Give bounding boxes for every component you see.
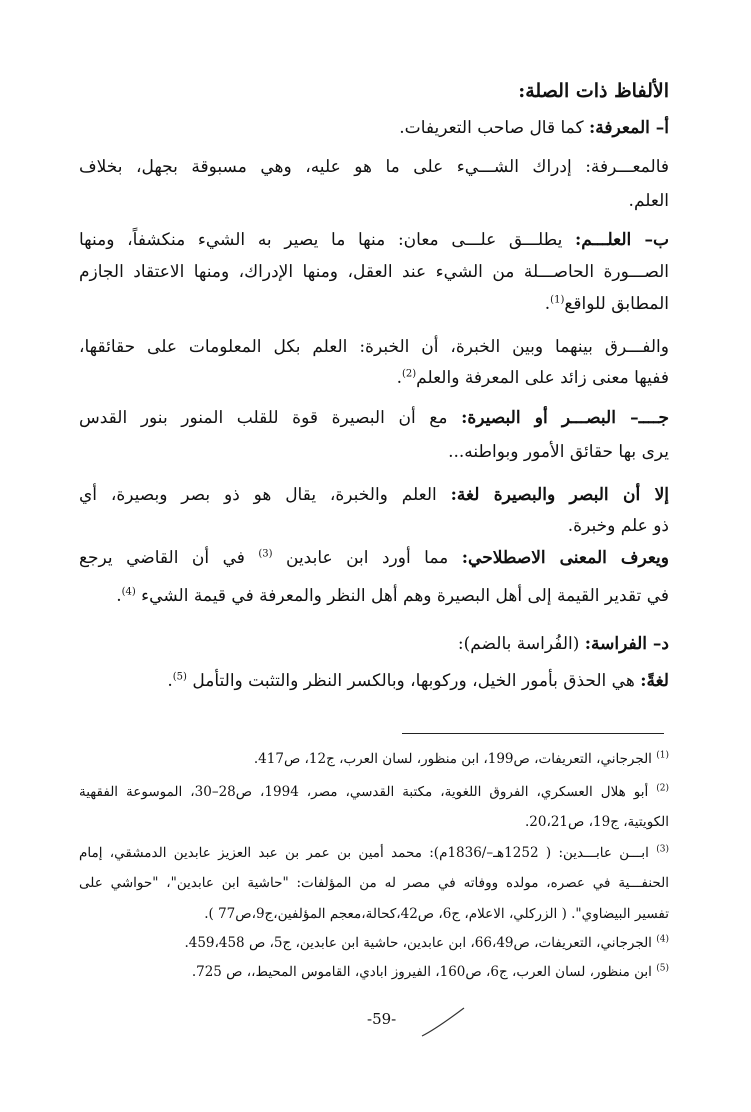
footnote-ref-3: (3) [258,548,273,560]
footnote-separator [402,733,664,734]
footnote-1: $^{(1)}$ الجرجاني، التعريفات، ص199، ابن منظور، لسان العرب، ج12، ص417. [253,750,669,767]
lugha-line-2: ذو علم وخبرة. [567,516,669,536]
item-c-basar-line-1: جــــ– البصـــر أو البصيرة: مع أن البصيرة قوة للقلب المنور بنور القدس [79,408,669,428]
item-a-marifa: أ– المعرفة: كما قال صاحب التعريفات. [399,118,669,138]
farq-line-1: والفـــرق بينهما وبين الخبرة، أن الخبرة: العلم بكل المعلومات على حقائقها، [79,337,669,357]
footnote-3-line-1: $^{(3)}$ ابـــن عابـــدين: ( 1252هـ–/1836م): محمد أمين بن عمر بن عبد العزيز عابدين الدمشقي، إمام [79,844,669,861]
item-b-ilm-line-1: ب– العلـــم: يطلـــق علـــى معان: منها ما يصير به الشيء منكشفاً، ومنها [79,230,669,250]
page-number: -59- [367,1010,397,1028]
footnote-2-line-1: $^{(2)}$ أبو هلال العسكري، الفروق اللغوية، مكتبة القدسي، مصر، 1994، ص28–30، الموسوعة الفقهية [79,783,669,800]
footnote-5: $^{(5)}$ ابن منظور، لسان العرب، ج6، ص160، الفيروز ابادي، القاموس المحيط،، ص 725. [191,963,669,980]
marifa-definition-line-1: فالمعـــرفة: إدراك الشـــيء على ما هو عليه، وهي مسبوقة بجهل، بخلاف [79,157,669,177]
item-c-basar-line-2: يرى بها حقائق الأمور وبواطنه... [448,442,669,462]
footnote-ref-5: (5) [172,671,187,683]
footnote-2-line-2: الكويتية، ج19، ص20،21. [525,814,669,830]
farq-line-2: ففيها معنى زائد على المعرفة والعلم$^{(2)}$. [396,368,669,388]
section-heading: الألفاظ ذات الصلة: [518,80,669,102]
footnote-ref-4: (4) [121,586,136,598]
footnote-3-line-3: تفسير البيضاوي". ( الزركلي، الاعلام، ج6، ص42،كحالة،معجم المؤلفين،ج9،ص77 ). [204,906,669,922]
item-d-firasa: د– الفراسة: (الفُراسة بالضم): [457,634,669,654]
footnote-ref-2: (2) [401,368,417,380]
marifa-definition-line-2: العلم. [628,191,669,211]
footnote-ref-1: (1) [550,294,565,306]
footnote-3-line-2: الحنفـــية في عصره، مولده ووفاته في مصر له من المؤلفات: "حاشية ابن عابدين"، "حواشي على [79,875,669,891]
firasa-lugha-line: لغةً: هي الحذق بأمور الخيل، وركوبها، وبالكسر النظر والتثبت والتأمل $^{(5)}$. [167,671,669,691]
item-b-ilm-line-2: الصـــورة الحاصـــلة من الشيء عند العقل، ومنها الإدراك، ومنها الاعتقاد الجازم [79,262,669,282]
pen-stroke-mark [418,1002,468,1042]
istilah-line-1: ويعرف المعنى الاصطلاحي: مما أورد ابن عابدين $^{(3)}$ في أن القاضي يرجع [79,548,669,568]
footnote-4: $^{(4)}$ الجرجاني، التعريفات، ص66،49، ابن عابدين، حاشية ابن عابدين، ج5، ص 459،458. [184,934,669,951]
item-b-ilm-line-3: المطابق للواقع$^{(1)}$. [544,294,669,314]
istilah-line-2: في تقدير القيمة إلى أهل البصيرة وهم أهل النظر والمعرفة في قيمة الشيء $^{(4)}$. [116,586,669,606]
lugha-line-1: إلا أن البصر والبصيرة لغة: العلم والخبرة، يقال هو ذو بصر وبصيرة، أي [79,485,669,505]
